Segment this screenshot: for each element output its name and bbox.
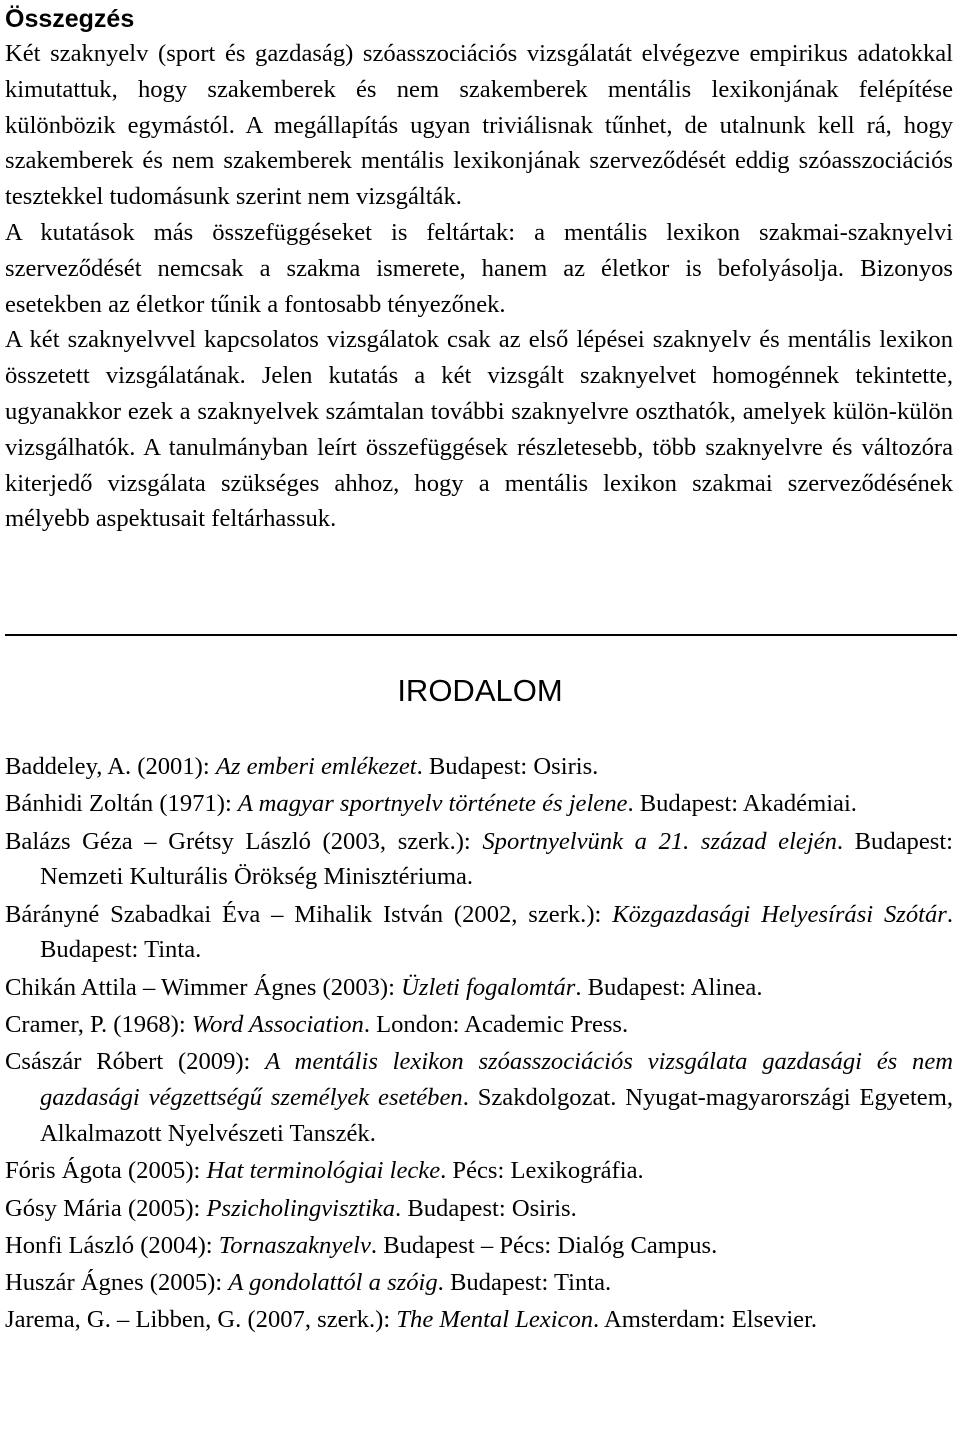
summary-section (5, 0, 953, 537)
reference-publisher: . Budapest: Nemzeti Kulturális Örökség Minisztériuma. (40, 827, 953, 891)
reference-list (5, 749, 953, 1340)
reference-publisher: . Pécs: Lexikográfia. (440, 1157, 644, 1185)
reference-publisher: . Budapest: Alinea. (575, 973, 763, 1001)
reference-title: Sportnyelvünk a 21. század elején (482, 827, 837, 855)
reference-item (5, 749, 953, 785)
reference-title: Tornaszaknyelv (218, 1231, 371, 1259)
reference-authors: Huszár Ágnes (2005): (5, 1269, 229, 1297)
reference-item (5, 1265, 953, 1301)
reference-authors: Balázs Géza – Grétsy László (2003, szerk.): (5, 827, 483, 855)
reference-title: The Mental Lexicon (396, 1306, 594, 1334)
reference-publisher: . Budapest – Pécs: Dialóg Campus. (370, 1231, 718, 1259)
reference-publisher: . Budapest: Akadémiai. (627, 790, 857, 818)
reference-item (5, 1044, 953, 1151)
reference-item (5, 1153, 953, 1189)
reference-title: Üzleti fogalomtár (401, 973, 576, 1001)
section-divider (5, 634, 957, 636)
reference-authors: Fóris Ágota (2005): (5, 1157, 207, 1185)
reference-item (5, 970, 953, 1006)
reference-authors: Cramer, P. (1968): (5, 1011, 192, 1039)
reference-publisher: . Budapest: Tinta. (40, 900, 953, 964)
reference-authors: Gósy Mária (2005): (5, 1194, 207, 1222)
reference-authors: Chikán Attila – Wimmer Ágnes (2003): (5, 973, 402, 1001)
reference-title: A magyar sportnyelv története és jelene (237, 790, 628, 818)
reference-title: A gondolattól a szóig (228, 1269, 438, 1297)
references-heading: IRODALOM (397, 673, 563, 708)
reference-publisher: . Szakdolgozat. Nyugat-magyarországi Egyetem, Alkalmazott Nyelvészeti Tanszék. (40, 1084, 953, 1147)
reference-title: Közgazdasági Helyesírási Szótár (612, 900, 947, 928)
reference-title: A mentális lexikon szóasszociációs vizsgálata gazdasági és nem gazdasági végzettségű személyek esetében (40, 1048, 953, 1112)
reference-authors: Honfi László (2004): (5, 1231, 219, 1259)
reference-publisher: . Amsterdam: Elsevier. (593, 1306, 818, 1334)
reference-authors: Jarema, G. – Libben, G. (2007, szerk.): (5, 1306, 397, 1334)
reference-item (5, 1228, 953, 1264)
reference-item (5, 1191, 953, 1227)
reference-title: Hat terminológiai lecke (206, 1157, 441, 1185)
reference-item (5, 1007, 953, 1043)
reference-title: Word Association (191, 1011, 364, 1039)
reference-authors: Császár Róbert (2009): (5, 1048, 266, 1076)
reference-publisher: . Budapest: Osiris. (395, 1194, 577, 1222)
reference-item (5, 897, 953, 969)
reference-authors: Bárányné Szabadkai Éva – Mihalik István (2002, szerk.): (5, 900, 613, 928)
summary-paragraph-1: Két szaknyelv (sport és gazdaság) szóasszociációs vizsgálatát elvégezve empirikus adatokkal kimutattuk, hogy szakemberek és nem szakemberek mentális lexikonjának felépítése különbözik egymástól. A megállapítás ugyan triviálisnak tűnhet, de utalnunk kell rá, hogy szakemberek és nem szakemberek mentális lexikonjának szerveződését eddig szóasszociációs tesztekkel tudomásunk szerint nem vizsgálták. (5, 40, 953, 211)
reference-authors: Bánhidi Zoltán (1971): (5, 790, 238, 818)
reference-item (5, 786, 953, 822)
reference-publisher: . London: Academic Press. (363, 1011, 629, 1039)
summary-paragraph-2: A kutatások más összefüggéseket is feltártak: a mentális lexikon szakmai-szaknyelvi szerveződését nemcsak a szakma ismerete, hanem az életkor is befolyásolja. Bizonyos esetekben az életkor tűnik a fontosabb tényezőnek. (5, 218, 953, 318)
reference-title: Az emberi emlékezet (215, 753, 417, 780)
summary-paragraph-3: A két szaknyelvvel kapcsolatos vizsgálatok csak az első lépései szaknyelv és mentális lexikon összetett vizsgálatának. Jelen kutatás a két vizsgált szaknyelvet homogénnek tekintette, ugyanakkor ezek a szaknyelvek számtalan további szaknyelvre oszthatók, amelyek külön-külön vizsgálhatók. A tanulmányban leírt összefüggések részletesebb, több szaknyelvre és változóra kiterjedő vizsgálata szükséges ahhoz, hogy a mentális lexikon szakmai szerveződésének mélyebb aspektusait feltárhassuk. (5, 326, 953, 533)
summary-heading: Összegzés (5, 5, 135, 33)
reference-item (5, 1302, 953, 1338)
reference-publisher: . Budapest: Tinta. (437, 1269, 612, 1297)
reference-publisher: . Budapest: Osiris. (416, 753, 599, 780)
reference-item (5, 824, 953, 896)
reference-authors: Baddeley, A. (2001): (5, 753, 216, 780)
reference-title: Pszicholingvisztika (206, 1194, 396, 1222)
